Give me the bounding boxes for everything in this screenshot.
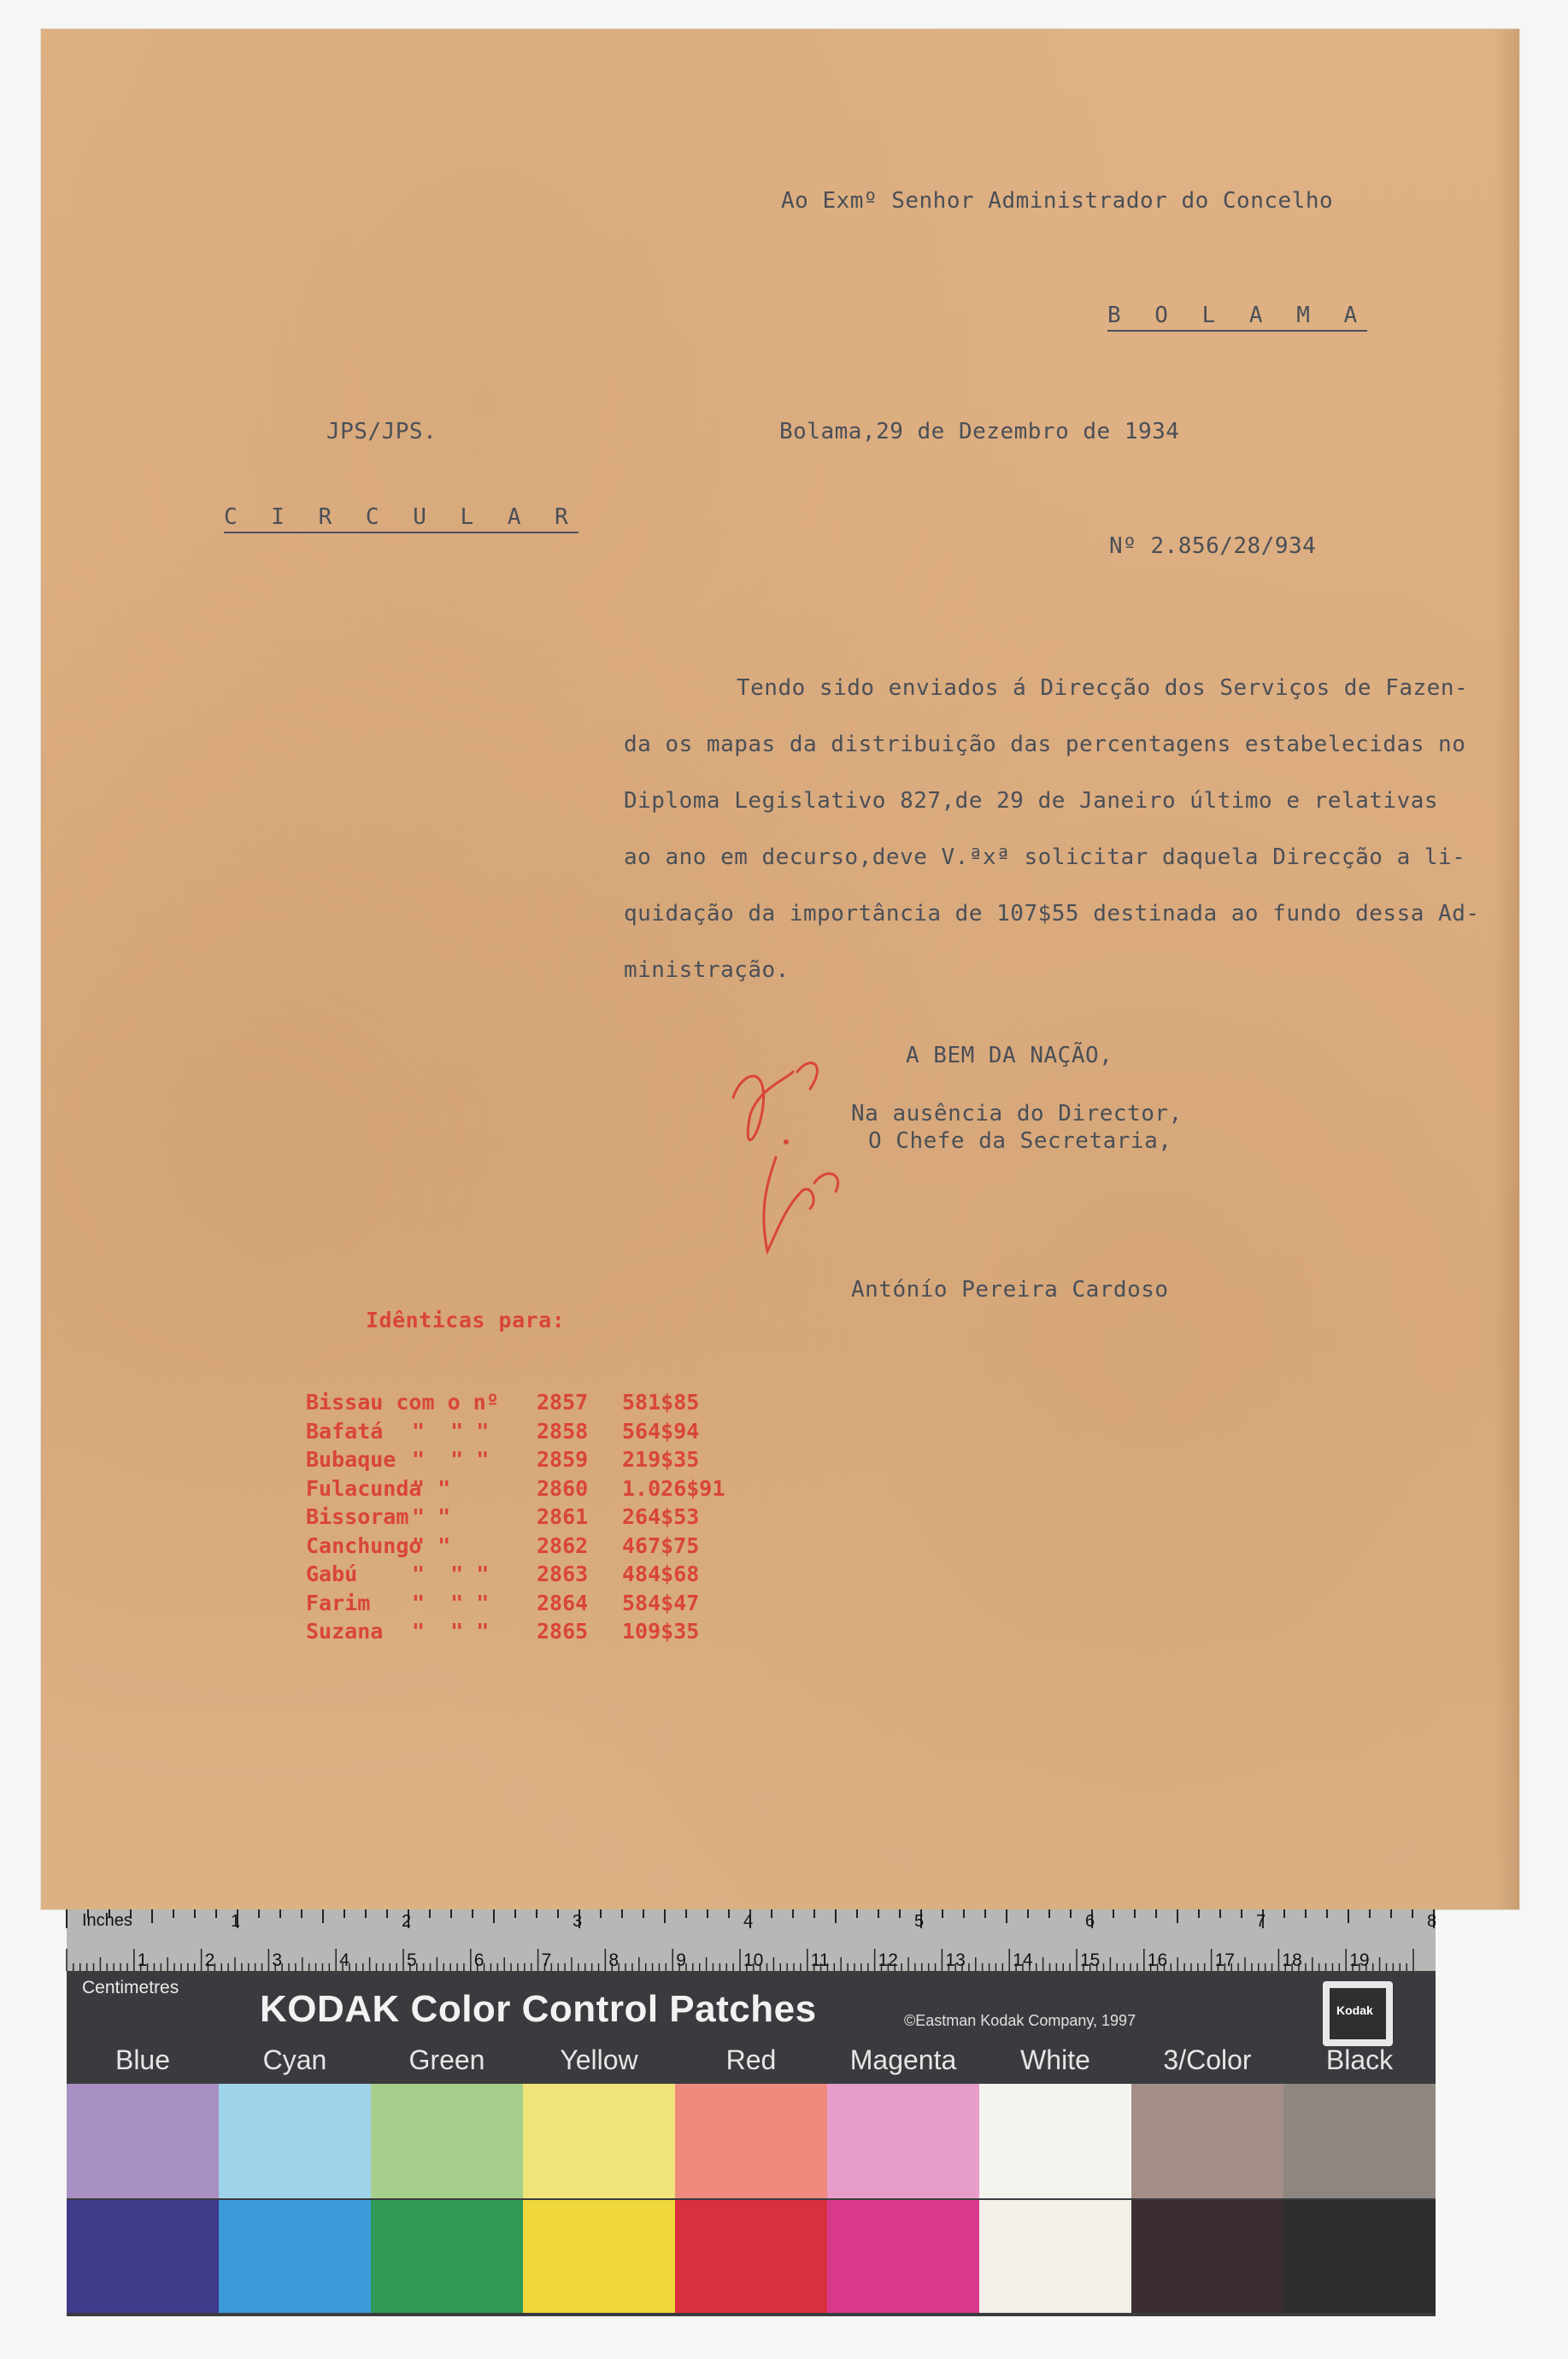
swatch-light bbox=[219, 2084, 371, 2198]
row-value: 467$75 bbox=[622, 1532, 700, 1558]
cm-label: 17 bbox=[1214, 1950, 1235, 1970]
row-ditto: " " " bbox=[412, 1418, 490, 1444]
row-ditto: " " " bbox=[412, 1562, 490, 1586]
row-number: 2859 bbox=[537, 1447, 589, 1472]
kodak-color-card bbox=[67, 1909, 1436, 2316]
swatch-light bbox=[979, 2084, 1131, 2198]
place-name: B O L A M A bbox=[1107, 303, 1367, 332]
row-value: 584$47 bbox=[622, 1590, 700, 1615]
swatch-dark bbox=[219, 2200, 371, 2313]
row-ditto: " " bbox=[412, 1532, 451, 1558]
cm-label: 15 bbox=[1080, 1950, 1101, 1970]
body-line: ao ano em decurso,deve V.ªxª solicitar daquela Direcção a li- bbox=[624, 844, 1466, 870]
cm-label: 9 bbox=[676, 1950, 686, 1970]
row-ditto: " " " bbox=[412, 1590, 490, 1615]
swatch-label: Yellow bbox=[560, 2044, 638, 2075]
swatch-label: 3/Color bbox=[1163, 2044, 1252, 2075]
swatch-light bbox=[67, 2084, 219, 2198]
centimetres-label: Centimetres bbox=[82, 1978, 179, 1997]
row-value: 1.026$91 bbox=[622, 1475, 725, 1501]
cm-label: 6 bbox=[473, 1950, 484, 1970]
row-number: 2865 bbox=[537, 1619, 589, 1644]
row-name: Fulacunda bbox=[306, 1475, 422, 1501]
swatch-light bbox=[523, 2084, 675, 2198]
closing-salutation: A BEM DA NAÇÃO, bbox=[906, 1043, 1113, 1068]
cm-label: 3 bbox=[272, 1950, 283, 1970]
row-name: Gabú bbox=[306, 1562, 358, 1586]
document-page bbox=[41, 29, 1519, 1909]
inches-label: Inches bbox=[82, 1911, 132, 1930]
swatch-dark bbox=[371, 2200, 523, 2313]
row-name: Bafatá bbox=[306, 1418, 384, 1444]
cm-label: 5 bbox=[407, 1950, 417, 1970]
swatch-light bbox=[371, 2084, 523, 2198]
swatch-dark bbox=[523, 2200, 675, 2313]
row-value: 484$68 bbox=[622, 1562, 700, 1586]
inch-label: 1 bbox=[231, 1912, 241, 1931]
row-value: 219$35 bbox=[622, 1447, 700, 1472]
swatch-dark bbox=[979, 2200, 1131, 2313]
swatch-dark bbox=[1283, 2200, 1436, 2313]
swatch-dark bbox=[827, 2200, 979, 2313]
swatch-labels bbox=[67, 2044, 1436, 2079]
swatch-light bbox=[675, 2084, 827, 2198]
logo-text: Kodak bbox=[1336, 2003, 1373, 2017]
distribution-heading: Idênticas para: bbox=[366, 1308, 566, 1332]
cm-label: 13 bbox=[945, 1950, 966, 1970]
cm-label: 18 bbox=[1282, 1950, 1302, 1970]
swatch-dark bbox=[675, 2200, 827, 2313]
row-value: 564$94 bbox=[622, 1418, 700, 1444]
cm-label: 7 bbox=[541, 1950, 552, 1970]
row-ditto: " " bbox=[412, 1504, 451, 1529]
swatch-label: Black bbox=[1325, 2044, 1394, 2075]
swatch-light bbox=[1283, 2084, 1436, 2198]
inch-label: 2 bbox=[402, 1912, 412, 1931]
row-value: 109$35 bbox=[622, 1619, 700, 1644]
signature-line: Na ausência do Director, bbox=[851, 1101, 1183, 1127]
row-name: Bubaque bbox=[306, 1447, 396, 1472]
swatch-dark bbox=[67, 2200, 219, 2313]
row-number: 2857 bbox=[537, 1390, 589, 1415]
addressee: Ao Exmº Senhor Administrador do Concelho bbox=[781, 188, 1334, 214]
cm-label: 10 bbox=[743, 1950, 764, 1970]
body-line: quidação da importância de 107$55 destinada ao fundo dessa Ad- bbox=[624, 901, 1480, 927]
body-line: ministração. bbox=[624, 957, 790, 983]
body-line: Tendo sido enviados á Direcção dos Serviços de Fazen- bbox=[737, 675, 1469, 701]
handwritten-annotation bbox=[716, 1038, 896, 1294]
cm-label: 12 bbox=[878, 1950, 898, 1970]
cm-label: 14 bbox=[1013, 1950, 1033, 1970]
copyright: ©Eastman Kodak Company, 1997 bbox=[904, 2012, 1136, 2029]
cm-label: 2 bbox=[204, 1950, 215, 1970]
swatch-label: Cyan bbox=[262, 2044, 327, 2075]
inch-label: 7 bbox=[1256, 1912, 1266, 1931]
ruler-ticks bbox=[67, 1909, 1436, 1971]
swatch-label: White bbox=[1020, 2044, 1090, 2075]
swatch-light bbox=[1131, 2084, 1283, 2198]
cm-label: 8 bbox=[608, 1950, 620, 1970]
inch-label: 4 bbox=[743, 1912, 754, 1931]
cm-label: 4 bbox=[339, 1950, 349, 1970]
row-number: 2862 bbox=[537, 1532, 589, 1558]
row-number: 2864 bbox=[537, 1590, 589, 1615]
row-name: Bissoram bbox=[306, 1504, 409, 1529]
ruler bbox=[67, 1909, 1436, 1971]
letter-date: Bolama,29 de Dezembro de 1934 bbox=[779, 419, 1180, 444]
row-ditto: " " " bbox=[412, 1447, 490, 1472]
signer-name: Antónío Pereira Cardoso bbox=[851, 1277, 1169, 1303]
inch-label: 8 bbox=[1427, 1912, 1437, 1931]
cm-label: 1 bbox=[137, 1950, 148, 1970]
inch-label: 3 bbox=[573, 1912, 583, 1931]
row-ditto: " " bbox=[412, 1475, 451, 1501]
row-number: 2860 bbox=[537, 1475, 589, 1501]
row-name: Suzana bbox=[306, 1619, 384, 1644]
row-name: Farim bbox=[306, 1590, 371, 1615]
kodak-logo bbox=[1323, 1981, 1393, 2046]
row-name: Bissau com o nº bbox=[306, 1390, 499, 1415]
document-type: C I R C U L A R bbox=[224, 504, 578, 533]
card-title: KODAK Color Control Patches bbox=[260, 1988, 817, 2030]
swatch-label: Blue bbox=[115, 2044, 171, 2075]
swatch-label: Red bbox=[725, 2044, 777, 2075]
row-number: 2858 bbox=[537, 1418, 589, 1444]
row-value: 264$53 bbox=[622, 1504, 700, 1529]
row-name: Canchungo bbox=[306, 1532, 422, 1558]
swatch-dark bbox=[1131, 2200, 1283, 2313]
swatch-light bbox=[827, 2084, 979, 2198]
row-number: 2863 bbox=[537, 1562, 589, 1586]
body-line: da os mapas da distribuição das percentagens estabelecidas no bbox=[624, 732, 1466, 757]
reference-code: JPS/JPS. bbox=[326, 419, 438, 444]
cm-label: 19 bbox=[1349, 1950, 1370, 1970]
circular-number: Nº 2.856/28/934 bbox=[1109, 533, 1317, 559]
cm-label: 11 bbox=[810, 1950, 830, 1970]
body-line: Diploma Legislativo 827,de 29 de Janeiro último e relativas bbox=[624, 788, 1439, 814]
page-edge-shadow bbox=[1494, 29, 1519, 1909]
swatch-label: Magenta bbox=[849, 2044, 957, 2075]
inch-label: 6 bbox=[1085, 1912, 1095, 1931]
signature-line: O Chefe da Secretaria, bbox=[868, 1128, 1172, 1154]
row-number: 2861 bbox=[537, 1504, 589, 1529]
swatch-label: Green bbox=[408, 2044, 485, 2075]
row-value: 581$85 bbox=[622, 1390, 700, 1415]
cm-label: 16 bbox=[1147, 1950, 1168, 1970]
inch-label: 5 bbox=[914, 1912, 925, 1931]
row-ditto: " " " bbox=[412, 1619, 490, 1644]
